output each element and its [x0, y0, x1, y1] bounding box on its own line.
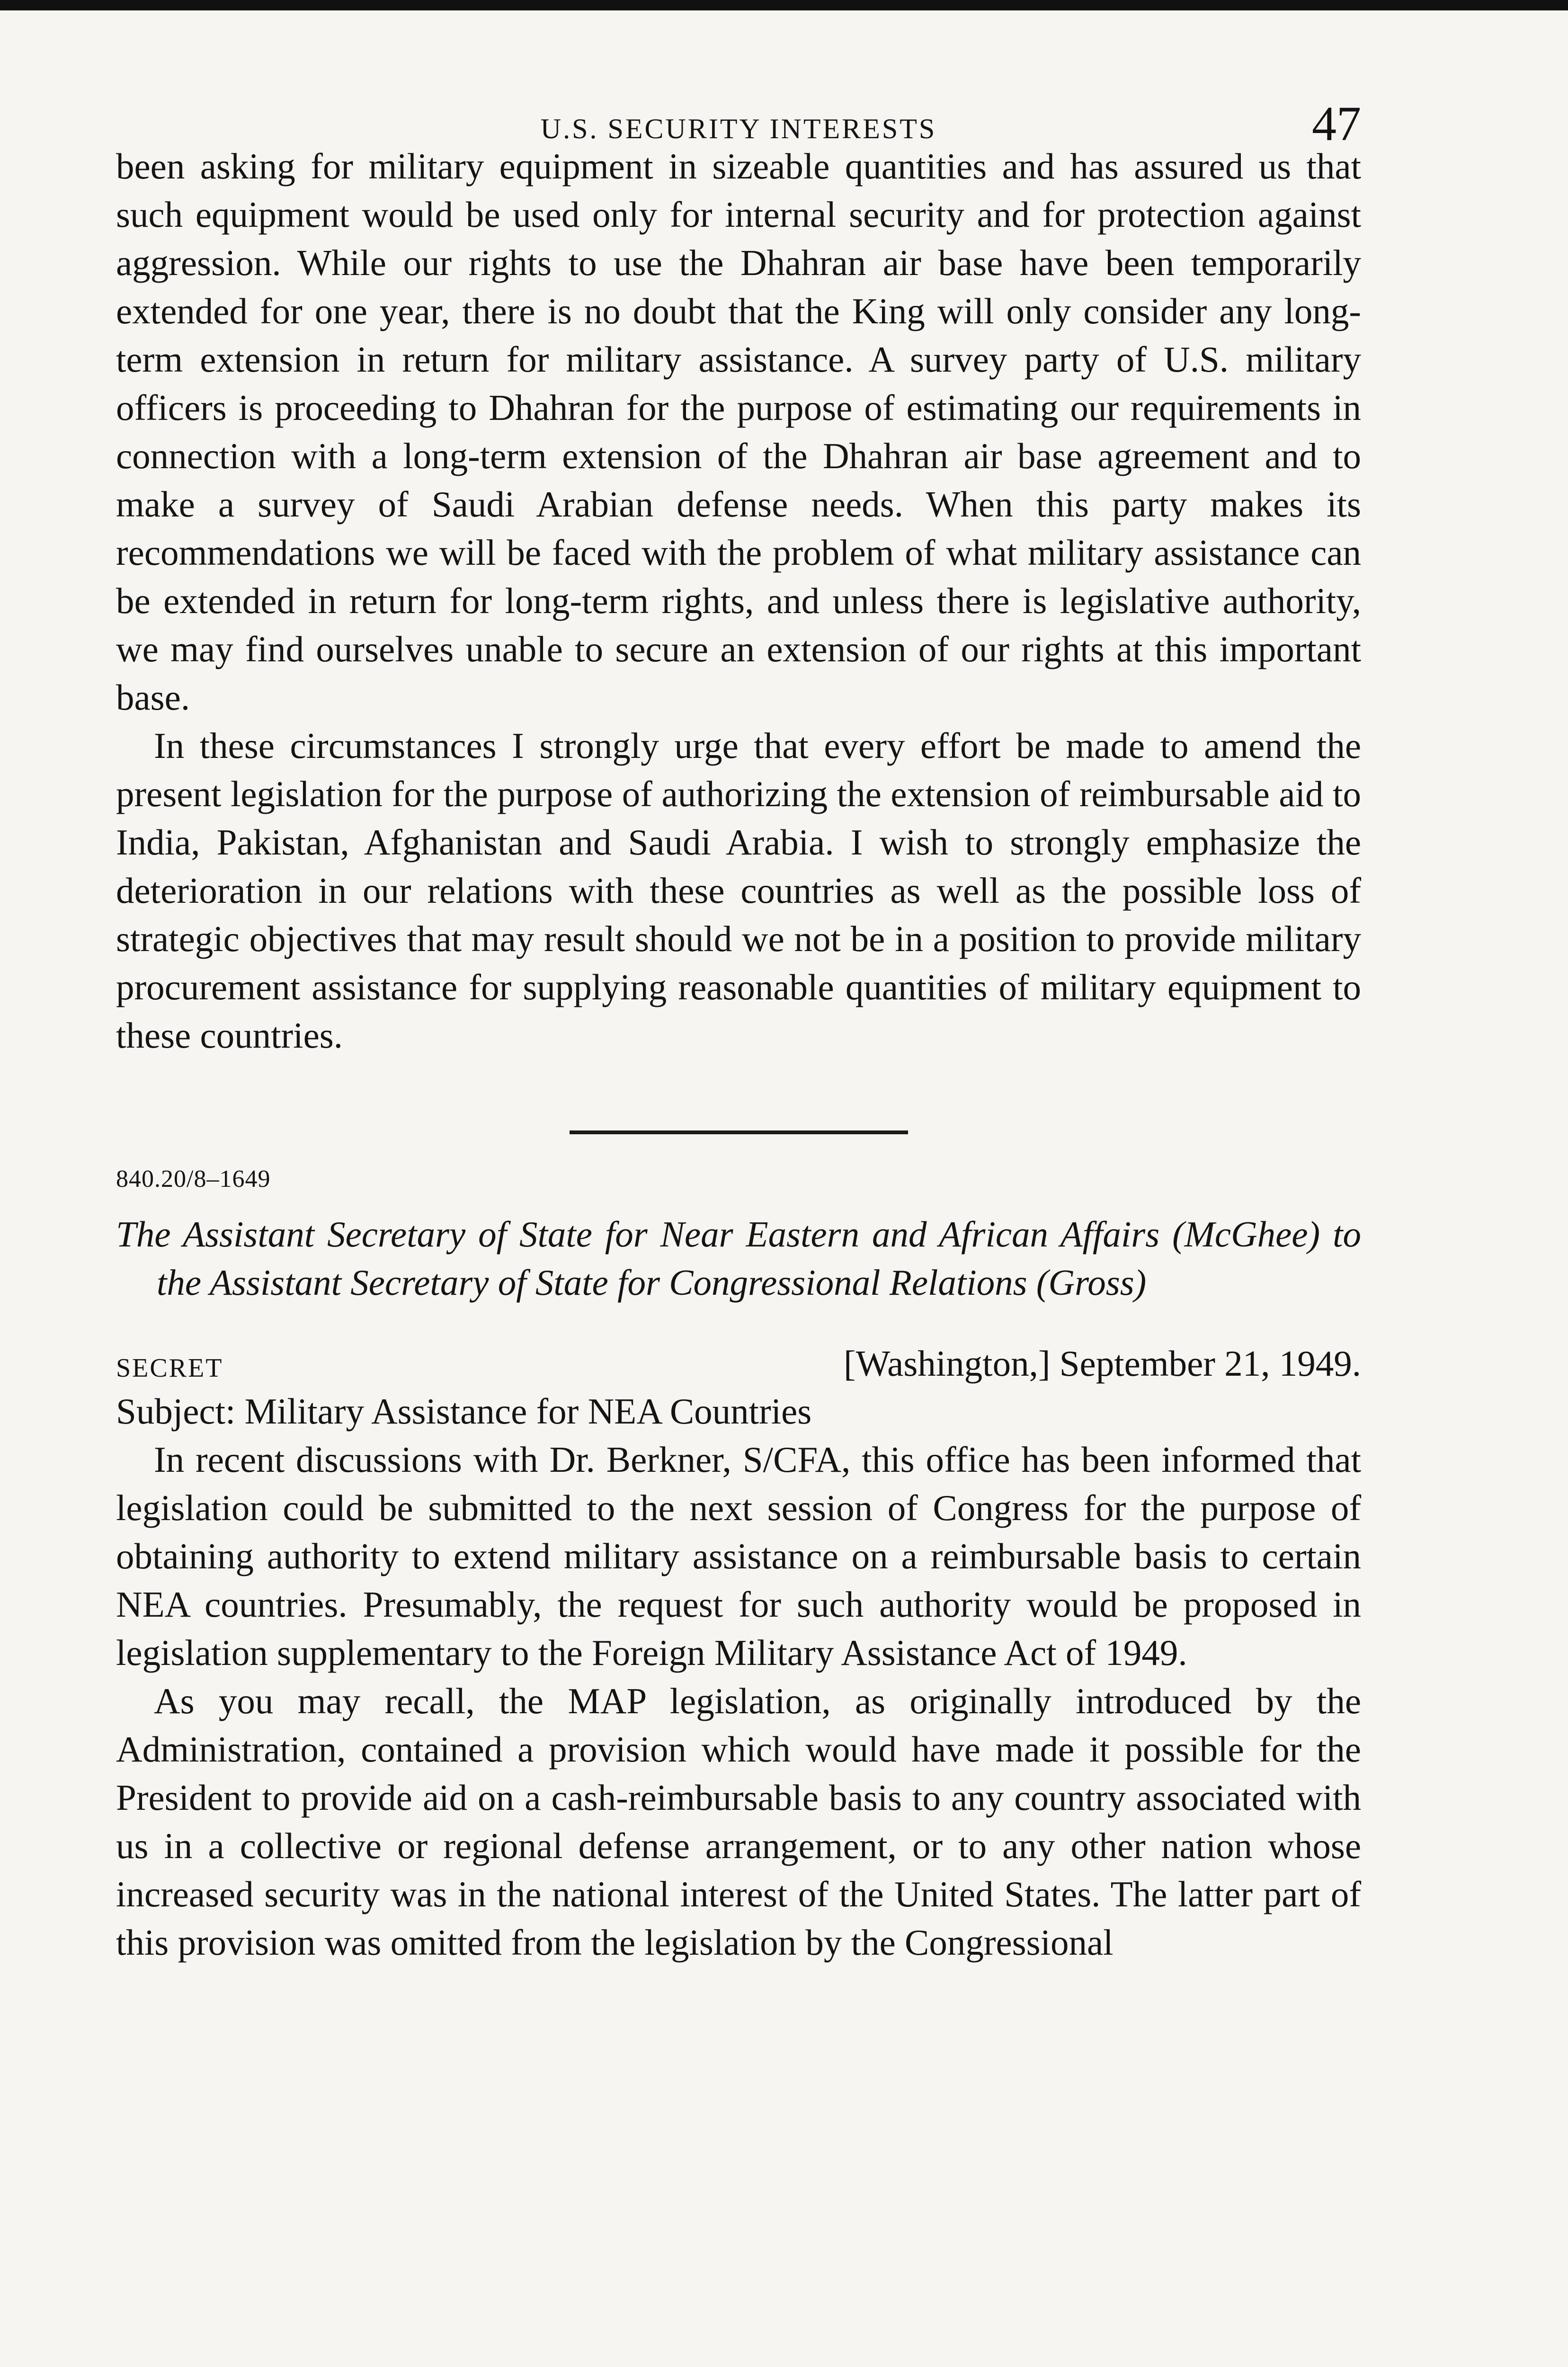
- dateline: [116, 1340, 1361, 1387]
- paragraph: In recent discussions with Dr. Berkner, S/CFA, this office has been informed that legislation could be submitted to the next session of Congress for the purpose of obtaining authority to extend military assistance on a reimbursable basis to certain NEA countries. Presumably, the request for such authority would be proposed in legislation supplementary to the Foreign Military Assistance Act of 1949.: [116, 1439, 1361, 1673]
- running-head: [116, 85, 1361, 151]
- document-body: [116, 1435, 1361, 1967]
- page-number: 47: [1312, 97, 1361, 151]
- subject-line: Subject: Military Assistance for NEA Countries: [116, 1391, 812, 1432]
- continued-text: [116, 142, 1361, 1059]
- section-divider: [570, 1130, 908, 1134]
- running-title: U.S. SECURITY INTERESTS: [540, 113, 937, 144]
- paragraph: In these circumstances I strongly urge that every effort be made to amend the present legislation for the purpose of authorizing the extension of reimbursable aid to India, Pakistan, Afghanistan and Saudi Arabia. I wish to strongly emphasize the deterioration in our relations with these countries as well as the possible loss of strategic objectives that may result should we not be in a position to provide military procurement assistance for supplying reasonable quantities of military equipment to these countries.: [116, 725, 1361, 1056]
- document-date: [Washington,] September 21, 1949.: [843, 1343, 1361, 1384]
- paragraph: been asking for military equipment in sizeable quantities and has assured us that such equipment would be used only for internal security and for protection against aggression. While our rights to use the Dhahran air base have been temporarily extended for one year, there is no doubt that the King will only consider any long-term extension in return for military assistance. A survey party of U.S. military officers is proceeding to Dhahran for the purpose of estimating our requirements in connection with a long-term extension of the Dhahran air base agreement and to make a survey of Saudi Arabian defense needs. When this party makes its recommendations we will be faced with the problem of what military assistance can be extended in return for long-term rights, and unless there is legislative authority, we may find ourselves unable to secure an extension of our rights at this important base.: [116, 146, 1361, 718]
- top-border-rule: [0, 0, 1568, 10]
- paragraph: As you may recall, the MAP legislation, as originally introduced by the Administration, contained a provision which would have made it possible for the President to provide aid on a cash-reimbursable basis to any country associated with us in a collective or regional defense arrangement, or to any other nation whose increased security was in the national interest of the United States. The latter part of this provision was omitted from the legislation by the Congressional: [116, 1681, 1361, 1963]
- classification-label: SECRET: [116, 1353, 223, 1383]
- book-page: [116, 85, 1361, 1967]
- file-number: 840.20/8–1649: [116, 1166, 271, 1192]
- document-heading: The Assistant Secretary of State for Near Eastern and African Affairs (McGhee) to the Assistant Secretary of State for Congressional Relations (Gross): [116, 1214, 1361, 1303]
